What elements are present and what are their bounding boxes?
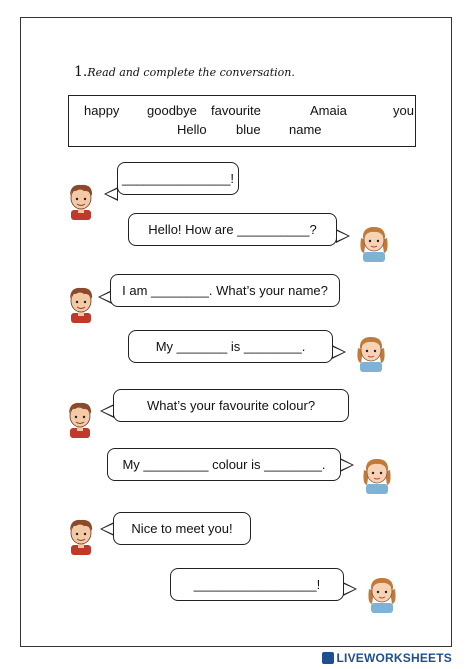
- boy-avatar-icon: [64, 180, 98, 220]
- word-bank-item: Hello: [177, 122, 207, 137]
- dialogue-line-7: Nice to meet you!: [131, 521, 233, 536]
- brand-name: LIVEWORKSHEETS: [336, 651, 452, 665]
- girl-avatar-icon: [354, 332, 388, 372]
- word-bank-item: Amaia: [310, 103, 347, 118]
- speech-bubble-1: [117, 162, 239, 195]
- word-bank: [68, 95, 416, 147]
- dialogue-line-5: What’s your favourite colour?: [146, 398, 316, 413]
- speech-bubble-6: [107, 448, 341, 481]
- dialogue-line-1: _______________!: [121, 171, 235, 186]
- speech-bubble-2: [128, 213, 337, 246]
- speech-tail: [104, 187, 118, 201]
- word-bank-item: happy: [84, 103, 120, 118]
- dialogue-line-6: My _________ colour is ________.: [122, 457, 326, 472]
- word-bank-item: you: [393, 103, 414, 118]
- speech-bubble-3: [110, 274, 340, 307]
- girl-avatar-icon: [357, 222, 391, 262]
- boy-avatar-icon: [64, 515, 98, 555]
- instruction: [74, 64, 295, 80]
- speech-bubble-8: [170, 568, 344, 601]
- speech-tail: [340, 458, 354, 472]
- speech-tail: [100, 522, 114, 536]
- speech-tail: [336, 229, 350, 243]
- dialogue-line-2: Hello! How are __________?: [148, 222, 317, 237]
- instruction-number: 1.: [74, 64, 88, 80]
- speech-bubble-7: [113, 512, 251, 545]
- girl-avatar-icon: [360, 454, 394, 494]
- dialogue-line-8: _________________!: [193, 577, 321, 592]
- speech-bubble-4: [128, 330, 333, 363]
- word-bank-item: favourite: [211, 103, 261, 118]
- liveworksheets-logo-icon: [322, 652, 334, 664]
- brand-footer: [322, 651, 452, 665]
- boy-avatar-icon: [63, 398, 97, 438]
- girl-avatar-icon: [365, 573, 399, 613]
- word-bank-item: goodbye: [147, 103, 197, 118]
- word-bank-item: name: [289, 122, 322, 137]
- speech-bubble-5: [113, 389, 349, 422]
- word-bank-item: blue: [236, 122, 261, 137]
- speech-tail: [100, 404, 114, 418]
- instruction-text: Read and complete the conversation.: [87, 66, 295, 79]
- speech-tail: [332, 345, 346, 359]
- speech-tail: [343, 582, 357, 596]
- boy-avatar-icon: [64, 283, 98, 323]
- dialogue-line-4: My _______ is ________.: [155, 339, 306, 354]
- dialogue-line-3: I am ________. What’s your name?: [122, 283, 328, 298]
